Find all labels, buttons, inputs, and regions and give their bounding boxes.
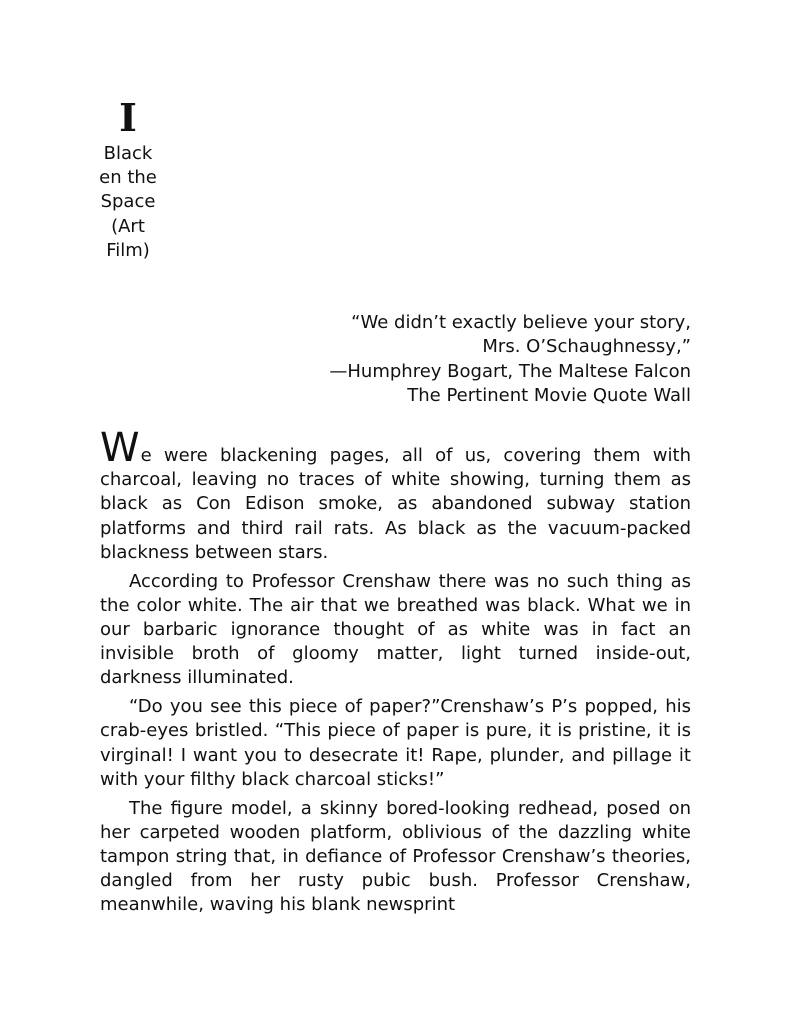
paragraph: According to Professor Crenshaw there was no such thing as the color white. The air that we breathed was black. What we in our barbaric ignorance thought of as white was in fact an invisible broth of gloomy matter, light turned inside-out, darkness illuminated.	[100, 570, 691, 689]
epigraph	[329, 311, 691, 409]
epigraph-attribution: —Humphrey Bogart, The Maltese Falcon	[329, 360, 691, 382]
chapter-heading	[96, 96, 160, 263]
paragraph	[100, 425, 691, 565]
drop-cap: W	[100, 425, 140, 471]
chapter-title: Black en the Space (Art Film)	[99, 143, 157, 261]
epigraph-quote-line-1: “We didn’t exactly believe your story,	[351, 312, 691, 333]
paragraph: “Do you see this piece of paper?”Crenshaw’s P’s popped, his crab-eyes bristled. “This piece of paper is pure, it is pristine, it is virginal! I want you to desecrate it! Rape, plunder, and pillage it with your filthy black charcoal sticks!”	[100, 696, 691, 790]
epigraph-source: The Pertinent Movie Quote Wall	[407, 385, 691, 407]
paragraph-text: e were blackening pages, all of us, covering them with charcoal, leaving no traces of white showing, turning them as black as Con Edison smoke, as abandoned subway station platforms and third rail rats. As black as the vacuum-packed blackness between stars.	[100, 445, 691, 563]
epigraph-quote-line-2: Mrs. O’Schaughnessy,”	[482, 336, 691, 358]
chapter-number: I	[119, 95, 137, 140]
paragraph: The figure model, a skinny bored-looking redhead, posed on her carpeted wooden platform, oblivious of the dazzling white tampon string that, in defiance of Professor Crenshaw’s theories, dangled from her rusty pubic bush. Professor Crenshaw, meanwhile, waving his blank newsprint	[100, 797, 691, 916]
body-text	[100, 425, 691, 922]
